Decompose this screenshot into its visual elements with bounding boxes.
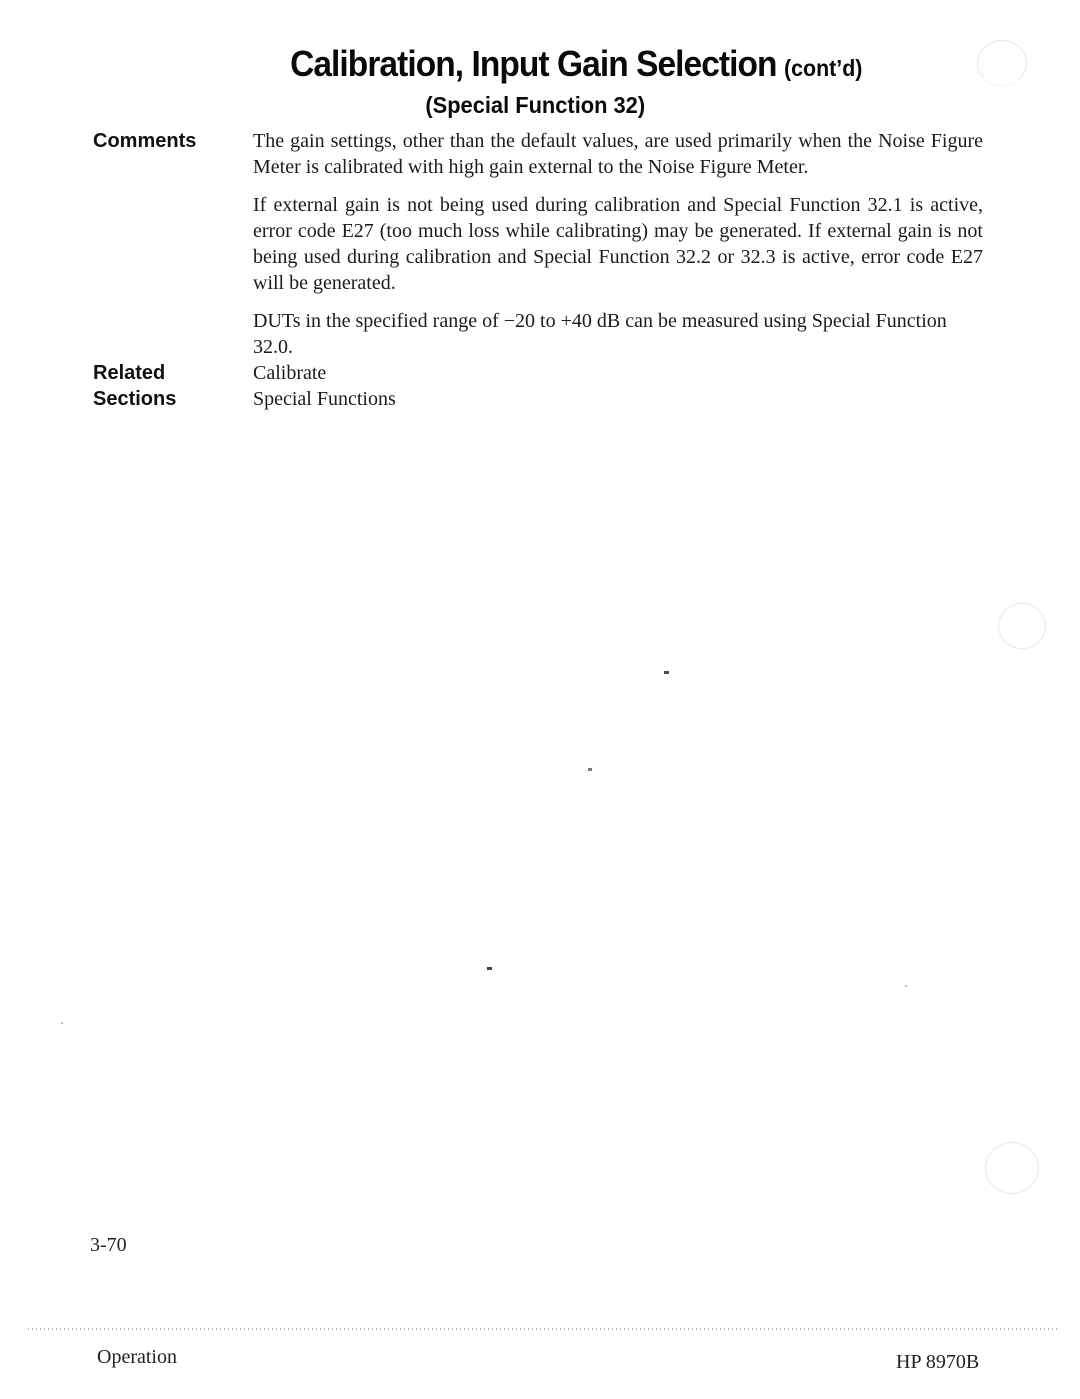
scan-artifact-speck — [487, 967, 492, 970]
scan-artifact-circle — [985, 1142, 1039, 1194]
comments-label: Comments — [93, 130, 197, 152]
related-label-line-2: Sections — [93, 388, 177, 410]
footer-model-number: HP 8970B — [896, 1351, 980, 1373]
comments-paragraph-1: The gain settings, other than the default values, are used primarily when the Noise Figure Meter is calibrated with high gain external to the Noise Figure Meter. — [253, 130, 983, 178]
page-header — [0, 44, 1080, 119]
footer-divider — [28, 1328, 1058, 1330]
page-title — [38, 44, 1042, 88]
page-title-suffix: (cont’d) — [784, 55, 863, 81]
related-label-line-1: Related — [93, 362, 166, 384]
scan-artifact-speck — [61, 1022, 63, 1024]
comments-paragraph-3: DUTs in the specified range of −20 to +40 dB can be measured using Special Function 32.0. — [253, 310, 947, 358]
related-sections-label — [93, 360, 243, 412]
scan-artifact-speck — [664, 671, 669, 674]
comments-body — [253, 128, 983, 372]
related-item-special-functions: Special Functions — [253, 388, 396, 410]
related-sections-body — [253, 360, 983, 412]
footer-section-name: Operation — [97, 1346, 177, 1368]
page-subtitle: (Special Function 32) — [425, 92, 646, 118]
page-number: 3-70 — [90, 1234, 127, 1256]
related-item-calibrate: Calibrate — [253, 362, 327, 384]
scan-artifact-speck — [588, 768, 592, 771]
comments-paragraph-2: If external gain is not being used during calibration and Special Function 32.1 is active, error code E27 (too much loss while calibrating) may be generated. If external gain is not being used during calibration and Special Function 32.2 or 32.3 is active, error code E27 will be generated. — [253, 194, 983, 294]
scan-artifact-speck — [905, 985, 907, 987]
scan-artifact-circle — [998, 603, 1046, 649]
scan-artifact-circle — [977, 40, 1027, 86]
page-title-text: Calibration, Input Gain Selection — [290, 43, 777, 84]
